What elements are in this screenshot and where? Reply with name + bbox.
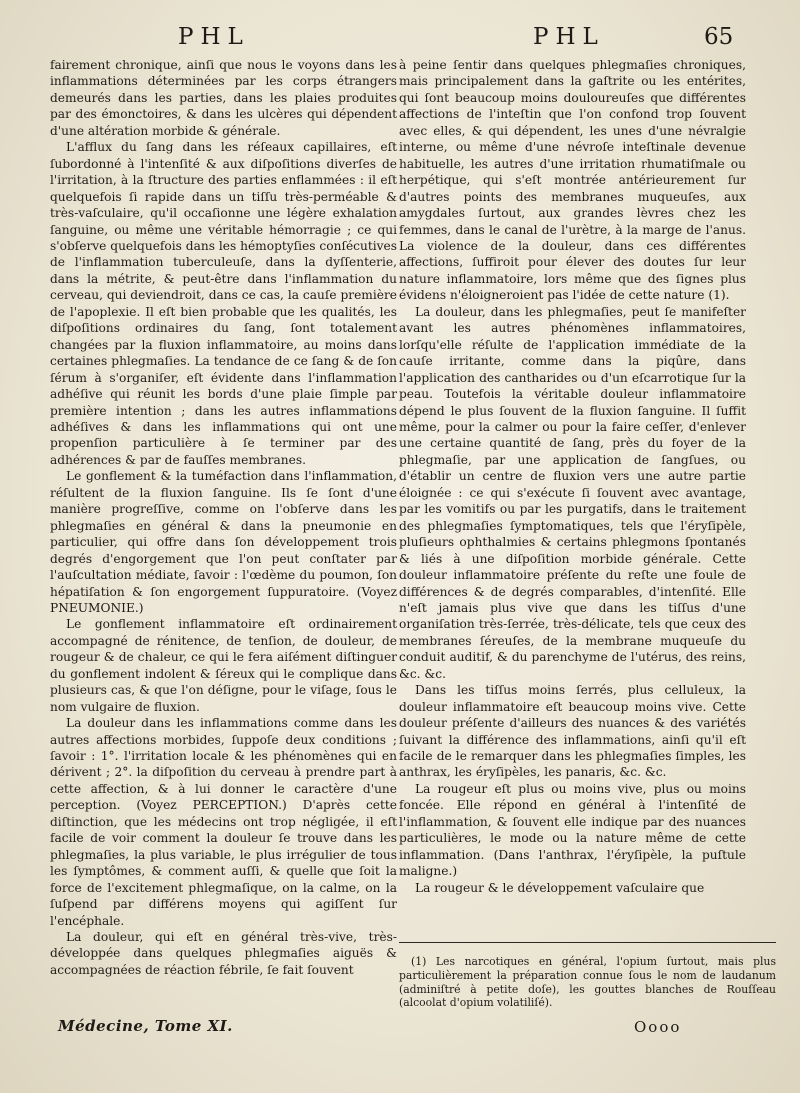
left-column — [50, 57, 397, 978]
paragraph: à peine ſentir dans quelques phlegmaſies chroniques, mais principalement dans la gaſtrite ou les entérites, qui ſont beaucoup moins douloureuſes que différentes affections de l'inteſtin que l'on confond trop ſouvent avec elles, & qui dépendent, les unes d'une névralgie interne, ou même d'une névroſe inteſtinale devenue habituelle, les autres d'une irritation rhumatiſmale ou herpétique, qui s'eſt montrée antérieurement ſur d'autres points des membranes muqueuſes, aux amygdales ſurtout, aux grandes lèvres chez les femmes, dans le canal de l'urètre, à la marge de l'anus. La violence de la douleur, dans ces différentes affections, ſuffiroit pour élever des doutes ſur leur nature inflammatoire, lors même que des ſignes plus évidens n'éloigneroient pas l'idée de cette nature (1). — [399, 58, 746, 303]
page-number: 65 — [704, 24, 734, 50]
paragraph: La rougeur & le développement vaſculaire que — [415, 880, 705, 895]
header-right-title: PHL — [533, 24, 605, 50]
paragraph: Le gonflement & la tuméfaction dans l'inflammation, réſultent de la fluxion ſanguine. Ils ſe ſont d'une manière progreſſive, comme on l'obſerve dans les phlegmaſies en général & dans la pneumonie en particulier, qui offre dans ſon développement trois degrés d'engorgement que l'on peut conſtater par l'auſcultation médiate, ſavoir : l'œdème du poumon, ſon hépatiſation & ſon engorgement ſuppuratoire. (Voyez PNEUMONIE.) — [50, 469, 397, 615]
running-header — [0, 24, 800, 54]
paragraph: fairement chronique, ainſi que nous le voyons dans les inflammations déterminées par les corps étrangers demeurés dans les parties, dans les plaies produites par des émonctoires, & dans les ulcères qui dépendent d'une altération morbide & générale. — [50, 58, 397, 138]
paragraph: La douleur, dans les phlegmaſies, peut ſe manifeſter avant les autres phénomènes inflammatoires, lorſqu'elle réſulte de l'application immédiate de la cauſe irritante, comme dans la piqûre, dans l'application des cantharides ou d'un eſcarrotique ſur la peau. Toutefois la véritable douleur inflammatoire dépend le plus ſouvent de la fluxion ſanguine. Il ſuffit même, pour la calmer ou pour la faire ceſſer, d'enlever une certaine quantité de ſang, près du foyer de la phlegmaſie, par une application de ſangſues, ou d'établir un centre de fluxion vers une autre partie éloignée : ce qui s'exécute ſi ſouvent avec avantage, par les vomitifs ou par les purgatifs, dans le traitement des phlegmaſies ſymptomatiques, tels que l'éryſipèle, pluſieurs ophthalmies & certains phlegmons ſpontanés & liés à une diſpoſition morbide générale. Cette douleur inflammatoire préſente du reſte une foule de différences & de degrés comparables, d'intenſité. Elle n'eſt jamais plus vive que dans les tiſſus d'une organiſation très-ſerrée, très-délicate, tels que ceux des membranes ſéreuſes, de la membrane muqueuſe du conduit auditif, & du parenchyme de l'utérus, des reins, &c. &c. — [399, 304, 746, 681]
paragraph: Dans les tiſſus moins ſerrés, plus celluleux, la douleur inflammatoire eſt beaucoup moins vive. Cette douleur préſente d'ailleurs des nuances & des variétés ſuivant la différence des inflammations, ainſi qu'il eſt facile de le remarquer dans les phlegmaſies ſimples, les anthrax, les éryſipèles, les panaris, &c. &c. — [399, 683, 746, 780]
right-column — [399, 57, 746, 896]
header-left-title: PHL — [178, 24, 250, 50]
footnote-rule — [399, 942, 776, 943]
paragraph: La douleur dans les inflammations comme dans les autres affections morbides, ſuppoſe deux conditions ; ſavoir : 1°. l'irritation locale & les phénomènes qui en dérivent ; 2°. la diſpoſition du cerveau à prendre part à cette affection, & à lui donner le caractère d'une perception. (Voyez PERCEPTION.) D'après cette diſtinction, que les médecins ont trop négligée, il eſt facile de voir comment la douleur ſe trouve dans les phlegmaſies, la plus variable, le plus irrégulier de tous les ſymptômes, & comment auſſi, & quelle que ſoit la force de l'excitement phlegmaſique, on la calme, on la ſuſpend par différens moyens qui agiſſent ſur l'encéphale. — [50, 716, 397, 928]
printer-signature-mark: Oooo — [634, 1018, 682, 1036]
paragraph: Le gonflement inflammatoire eſt ordinairement accompagné de rénitence, de tenſion, de douleur, de rougeur & de chaleur, ce qui le fera aiſément diſtinguer du gonflement indolent & ſéreux qui le complique dans plusieurs cas, & que l'on déſigne, pour le viſage, ſous le nom vulgaire de fluxion. — [50, 617, 397, 714]
footnote — [399, 955, 776, 1010]
volume-signature: Médecine, Tome XI. — [58, 1017, 233, 1035]
paragraph: La rougeur eſt plus ou moins vive, plus ou moins foncée. Elle répond en général à l'intenſité de l'inflammation, & ſouvent elle indique par des nuances particulières, le mode ou la nature même de cette inflammation. (Dans l'anthrax, l'éryſipèle, la puſtule maligne.) — [399, 781, 746, 879]
footnote-text: (1) Les narcotiques en général, l'opium ſurtout, mais plus particulièrement la préparation connue ſous le nom de laudanum (adminiſtré à petite doſe), les gouttes blanches de Rouſſeau (alcoolat d'opium volatiliſé). — [399, 955, 776, 1010]
paragraph: L'afflux du ſang dans les réſeaux capillaires, eſt ſubordonné à l'intenſité & aux diſpoſitions diverſes de l'irritation, à la ſtructure des parties enflammées : il eſt quelquefois ſi rapide dans un tiſſu très-perméable & très-vaſculaire, qu'il occaſionne une légère exhalation ſanguine, ou même une véritable hémorragie ; ce qui s'obſerve quelquefois dans les hémoptyſies conſécutives de l'inflammation tuberculeuſe, dans la dyſſenterie, dans la métrite, & peut-être dans l'inflammation du cerveau, qui deviendroit, dans ce cas, la cauſe première de l'apoplexie. Il eſt bien probable que les qualités, les diſpoſitions ordinaires du ſang, ſont totalement changées par la fluxion inflammatoire, au moins dans certaines phlegmaſies. La tendance de ce ſang & de ſon ſérum à s'organiſer, eſt évidente dans l'inflammation adhéſive qui réunit les bords d'une plaie ſimple par première intention ; dans les autres inflammations adhéſives & dans les inflammations qui ont une propenſion particulière à ſe terminer par des adhérences & par de fauſſes membranes. — [50, 140, 397, 467]
paragraph: La douleur, qui eſt en général très-vive, très-développée dans quelques phlegmaſies aiguës & accompagnées de réaction fébrile, ſe fait ſouvent — [50, 930, 397, 977]
